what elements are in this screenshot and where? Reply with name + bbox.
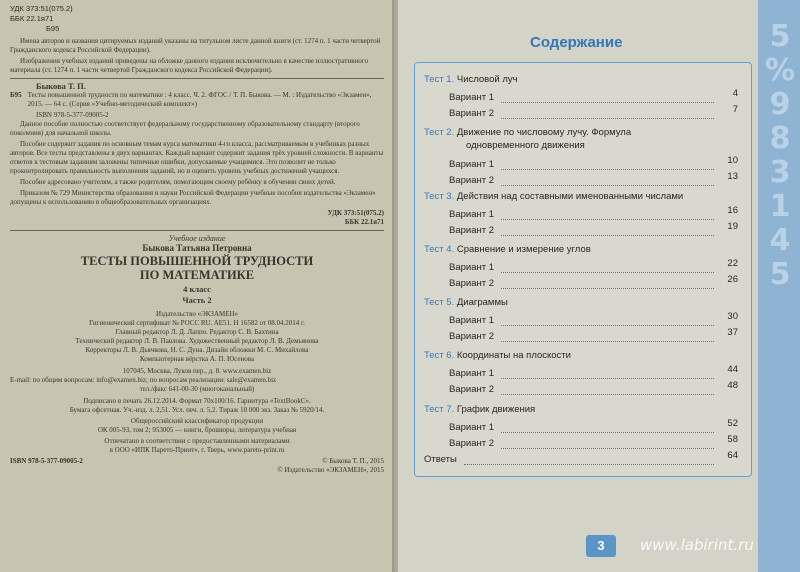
description-para-1: Данное пособие полностью соответствует федеральному государственному образовательному стандарту (второго поколения) для начальной школы. bbox=[10, 120, 360, 137]
editors-3: Корректоры Л. В. Дьячкова, Н. С. Дуна. Дизайн обложки М. С. Михайлова bbox=[85, 346, 309, 354]
imprint-page bbox=[0, 0, 398, 572]
printed-1: Отпечатано в соответствии с предоставленными материалами bbox=[104, 437, 290, 445]
bbk-bottom: ББК 22.1я71 bbox=[344, 218, 384, 226]
variant-label: Вариант 1 bbox=[449, 159, 495, 170]
page-ref: 26 bbox=[727, 274, 738, 285]
test-title: Числовой луч bbox=[456, 74, 518, 85]
variant-label: Вариант 2 bbox=[449, 108, 495, 119]
page-ref: 37 bbox=[727, 327, 738, 338]
test-heading bbox=[424, 127, 631, 138]
page-ref: 7 bbox=[732, 104, 738, 115]
test-heading bbox=[424, 404, 535, 415]
watermark: www.labirint.ru bbox=[640, 536, 754, 554]
test-heading bbox=[424, 191, 683, 202]
leader-dots bbox=[501, 394, 714, 395]
leader-dots bbox=[501, 169, 714, 170]
leader-dots bbox=[501, 185, 714, 186]
certificate: Гигиенический сертификат № РОСС RU. AE51. Н 16582 от 08.04.2014 г. bbox=[89, 319, 305, 327]
variant-label: Вариант 2 bbox=[449, 384, 495, 395]
description-para-4: Приказом № 729 Министерства образования и науки Российской Федерации учебные пособия издательства «Экзамен» допущены к использованию в общеобразовательных организациях. bbox=[10, 189, 376, 206]
test-label: Тест 4. bbox=[424, 244, 457, 255]
edition-type: Учебное издание bbox=[168, 234, 226, 243]
leader-dots bbox=[501, 102, 714, 103]
test-label: Тест 7. bbox=[424, 404, 457, 415]
page-ref: 19 bbox=[727, 221, 738, 232]
copyright-author: © Быкова Т. П., 2015 bbox=[322, 457, 384, 465]
page-ref: 13 bbox=[727, 171, 738, 182]
copyright-note-2: Изображения учебных изданий приведены на обложке данного издания исключительно в качестве иллюстративного материала (ст. 1274 п. 1 части четвертой Гражданского кодекса Российской Федерации). bbox=[10, 57, 368, 74]
page-ref: 10 bbox=[727, 155, 738, 166]
test-heading bbox=[424, 350, 571, 361]
test-label: Тест 1. bbox=[424, 74, 457, 85]
part: Часть 2 bbox=[182, 295, 212, 305]
test-label: Тест 3. bbox=[424, 191, 457, 202]
test-title: Действия над составными именованными числами bbox=[456, 191, 684, 202]
page-ref: 16 bbox=[727, 205, 738, 216]
leader-dots bbox=[501, 325, 714, 326]
page-ref: 58 bbox=[727, 434, 738, 445]
bbk-code: ББК 22.1я71 bbox=[10, 14, 54, 23]
page-ref: 4 bbox=[732, 88, 738, 99]
udk-bottom: УДК 373:51(075.2) bbox=[327, 209, 384, 217]
band-digits: 5 % 9 8 3 1 4 5 bbox=[764, 19, 796, 292]
editors-4: Компьютерная вёрстка А. П. Юсенова bbox=[139, 355, 255, 363]
decorative-band bbox=[758, 0, 800, 572]
test-title: Координаты на плоскости bbox=[456, 350, 571, 361]
isbn-bottom: ISBN 978-5-377-09005-2 bbox=[10, 457, 83, 465]
variant-label: Вариант 1 bbox=[449, 262, 495, 273]
leader-dots bbox=[501, 378, 714, 379]
grade: 4 класс bbox=[183, 284, 211, 294]
editors-2: Технический редактор Л. В. Павлова. Художественный редактор Л. В. Демьянова bbox=[75, 337, 319, 345]
leader-dots bbox=[501, 272, 714, 273]
bibliographic-record: Тесты повышенной трудности по математике : 4 класс. Ч. 2. ФГОС / Т. П. Быкова. — М. : Издательство «Экзамен», 2015. — 64 с. (Серия «Учебно-методический комплект») bbox=[27, 91, 372, 108]
variant-label: Вариант 1 bbox=[449, 92, 495, 103]
leader-dots bbox=[501, 288, 714, 289]
okp: ОК 005-93, том 2; 953005 — книги, брошюры, литература учебная bbox=[97, 426, 297, 434]
email: E-mail: по общим вопросам: info@examen.biz; по вопросам реализации: sale@examen.biz bbox=[10, 376, 277, 384]
description-para-2: Пособие содержит задания по основным темам курса математики 4-го класса, рассматриваемым в учебниках разных авторов. Все тесты представлены в двух вариантах. Каждый вариант содержит задания трёх уровней сложности. В варианты ответов к тестовым заданиям заложены типичные ошибки, допускаемые учащимися. Это позволит не только проконтролировать правильность выполнения заданий, но и оценить уровень учебных достижений учащихся. bbox=[10, 140, 384, 175]
copyright-note-1: Имена авторов и названия цитируемых изданий указаны на титульном листе данной книги (ст. 1274 п. 1 части четвертой Гражданского кодекса Российской Федерации). bbox=[10, 37, 381, 54]
book-title-1: ТЕСТЫ ПОВЫШЕННОЙ ТРУДНОСТИ bbox=[80, 254, 314, 268]
test-title: Диаграммы bbox=[456, 297, 508, 308]
test-title-cont: одновременного движения bbox=[466, 140, 585, 151]
leader-dots bbox=[464, 464, 714, 465]
udk-code: УДК 373:51(075.2) bbox=[10, 4, 73, 13]
leader-dots bbox=[501, 448, 714, 449]
variant-label: Вариант 2 bbox=[449, 331, 495, 342]
page-ref: 64 bbox=[727, 450, 738, 461]
publisher: Издательство «ЭКЗАМЕН» bbox=[155, 310, 239, 318]
page-number: 3 bbox=[586, 535, 616, 557]
answers-label: Ответы bbox=[424, 454, 457, 465]
variant-label: Вариант 2 bbox=[449, 175, 495, 186]
test-label: Тест 5. bbox=[424, 297, 457, 308]
leader-dots bbox=[501, 118, 714, 119]
variant-label: Вариант 1 bbox=[449, 422, 495, 433]
page-ref: 48 bbox=[727, 380, 738, 391]
variant-label: Вариант 2 bbox=[449, 438, 495, 449]
leader-dots bbox=[501, 341, 714, 342]
leader-dots bbox=[501, 219, 714, 220]
author-code: Б95 bbox=[46, 24, 60, 33]
description-para-3: Пособие адресовано учителям, а также родителям, помогающим своему ребёнку в обучении своих детей. bbox=[20, 178, 336, 186]
editors-1: Главный редактор Л. Д. Лаппо. Редактор С. В. Бахтина bbox=[115, 328, 279, 336]
page-ref: 30 bbox=[727, 311, 738, 322]
author-code-2: Б95 bbox=[10, 91, 22, 99]
author-heading: Быкова Т. П. bbox=[36, 81, 86, 91]
leader-dots bbox=[501, 432, 714, 433]
variant-label: Вариант 2 bbox=[449, 225, 495, 236]
variant-label: Вариант 1 bbox=[449, 315, 495, 326]
isbn-line: ISBN 978-5-377-09005-2 bbox=[36, 111, 109, 119]
test-title: Движение по числовому лучу. Формула bbox=[456, 127, 632, 138]
page-ref: 22 bbox=[727, 258, 738, 269]
test-heading bbox=[424, 297, 508, 308]
book-title-2: ПО МАТЕМАТИКЕ bbox=[139, 268, 255, 282]
classifier: Общероссийский классификатор продукции bbox=[130, 417, 264, 425]
test-label: Тест 2. bbox=[424, 127, 457, 138]
test-title: Сравнение и измерение углов bbox=[456, 244, 591, 255]
leader-dots bbox=[501, 235, 714, 236]
address: 107045, Москва, Луков пер., д. 8. www.examen.biz bbox=[122, 367, 272, 375]
copyright-publisher: © Издательство «ЭКЗАМЕН», 2015 bbox=[277, 466, 384, 474]
variant-label: Вариант 1 bbox=[449, 368, 495, 379]
contents-heading: Содержание bbox=[530, 34, 623, 51]
test-heading bbox=[424, 244, 591, 255]
test-title: График движения bbox=[456, 404, 536, 415]
test-heading bbox=[424, 74, 518, 85]
page-ref: 52 bbox=[727, 418, 738, 429]
print-info-2: Бумага офсетная. Уч.-изд. л. 2,51. Усл. печ. л. 5,2. Тираж 10 000 экз. Заказ № 5920/14. bbox=[69, 406, 325, 414]
phone: тел./факс 641-00-30 (многоканальный) bbox=[139, 385, 255, 393]
author-full: Быкова Татьяна Петровна bbox=[142, 243, 252, 253]
variant-label: Вариант 2 bbox=[449, 278, 495, 289]
variant-label: Вариант 1 bbox=[449, 209, 495, 220]
test-label: Тест 6. bbox=[424, 350, 457, 361]
print-info-1: Подписано в печать 26.12.2014. Формат 70х100/16. Гарнитура «TextBookC». bbox=[83, 397, 311, 405]
printed-2: в ООО «ИПК Парето-Принт», г. Тверь, www.pareto-print.ru bbox=[109, 446, 285, 454]
page-ref: 44 bbox=[727, 364, 738, 375]
